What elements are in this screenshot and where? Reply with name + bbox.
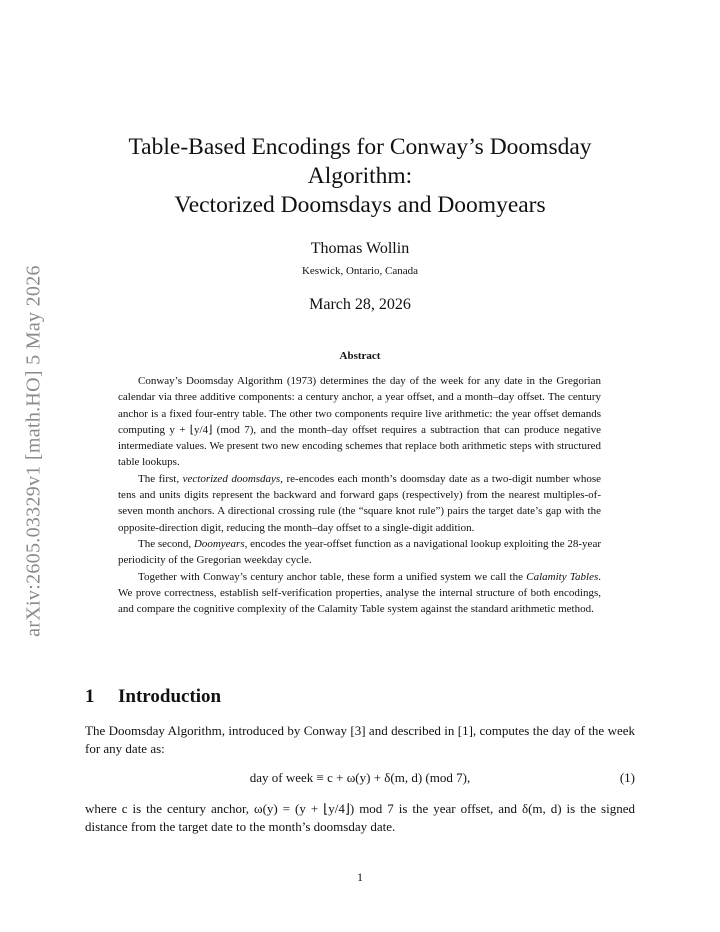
- abstract-heading: Abstract: [339, 350, 381, 362]
- abstract-body: [118, 373, 601, 617]
- page-number: 1: [357, 870, 363, 884]
- paper-title: [85, 133, 635, 220]
- author-name: Thomas Wollin: [310, 240, 410, 257]
- equation-body: day of week ≡ c + ω(y) + δ(m, d) (mod 7),: [249, 770, 471, 785]
- intro-paragraph-2: where c is the century anchor, ω(y) = (y + ⌊y/4⌋) mod 7 is the year offset, and δ(m, d) is the signed distance from the target date to the month’s doomsday date.: [85, 801, 635, 834]
- arxiv-identifier: arXiv:2605.03329v1 [math.HO] 5 May 2026: [22, 265, 45, 637]
- equation-1: [85, 770, 635, 788]
- abstract-paragraph-1: Conway’s Doomsday Algorithm (1973) determines the day of the week for any date in the Gregorian calendar via three additive components: a century anchor, a year offset, and a month–day offset. The century anchor is a fixed four-entry table. The other two components require live arithmetic: the year offset demands computing y + ⌊y/4⌋ (mod 7), and the month–day offset requires a subtraction that can produce negative intermediate values. We present two new encoding schemes that replace both arithmetic steps with structured table lookups.: [118, 375, 601, 469]
- title-line-3: Vectorized Doomsdays and Doomyears: [174, 192, 546, 218]
- section-heading: [85, 686, 221, 708]
- arxiv-side-stamp: [18, 246, 50, 656]
- abstract-paragraph-4: Together with Conway’s century anchor table, these form a unified system we call the Calamity Tables. We prove correctness, establish self-verification properties, analyse the internal structure of both encodings, and compare the cognitive complexity of the Calamity Table system against the standard arithmetic method.: [118, 570, 601, 616]
- term-vectorized-doomsdays: vectorized doomsdays: [182, 472, 281, 485]
- title-line-2: Algorithm:: [307, 163, 413, 189]
- term-doomyears: Doomyears: [193, 537, 245, 550]
- intro-paragraph-1: The Doomsday Algorithm, introduced by Conway [3] and described in [1], computes the day of the week for any date as:: [85, 723, 635, 756]
- term-calamity-tables: Calamity Tables: [526, 570, 599, 583]
- paper-date: March 28, 2026: [309, 296, 411, 313]
- abstract-paragraph-3: The second, Doomyears, encodes the year-offset function as a navigational lookup exploiting the 28-year periodicity of the Gregorian weekday cycle.: [118, 537, 601, 567]
- title-line-1: Table-Based Encodings for Conway’s Doomsday: [128, 134, 592, 160]
- section-number: 1: [85, 686, 95, 707]
- abstract-paragraph-2: The first, vectorized doomsdays, re-encodes each month’s doomsday date as a two-digit number whose tens and units digits represent the backward and forward gaps (respectively) from the nearest multiples-of-seven month anchors. A directional crossing rule (the “square knot rule”) pairs the target date’s gap with the opposite-direction digit, reducing the month–day offset to a single-digit addition.: [118, 472, 601, 534]
- section-title: Introduction: [118, 686, 222, 707]
- equation-number: (1): [619, 770, 635, 785]
- author-affiliation: Keswick, Ontario, Canada: [301, 265, 419, 277]
